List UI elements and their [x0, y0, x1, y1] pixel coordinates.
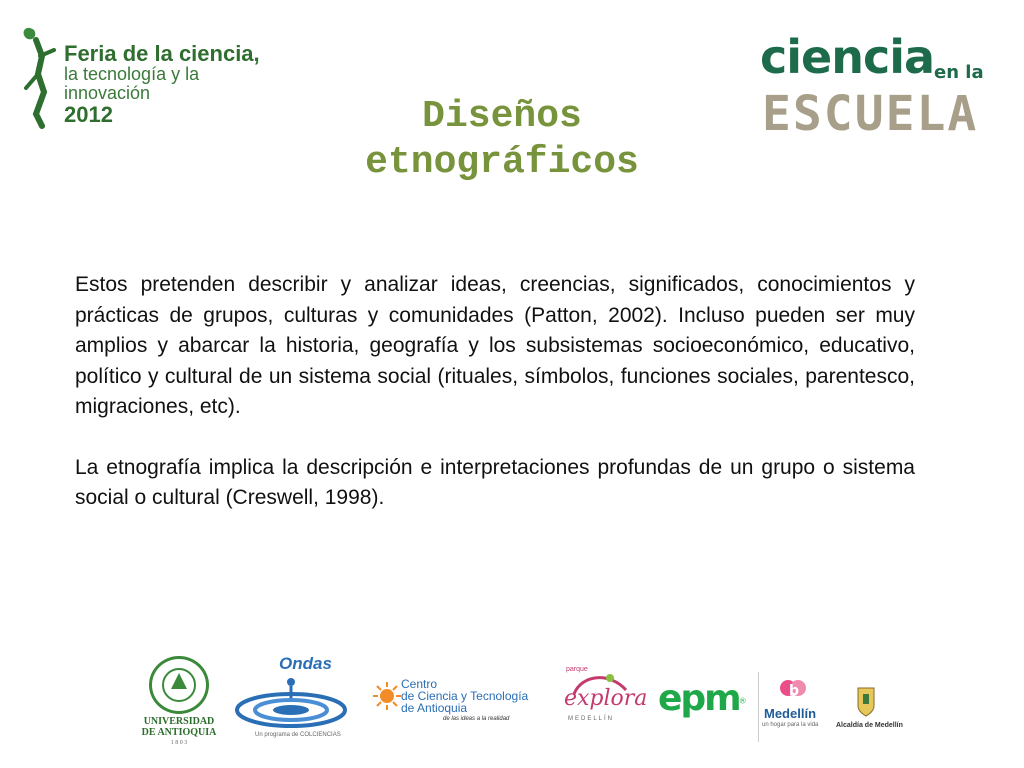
- ciencia-en-la-escuela-logo: [760, 30, 990, 140]
- sun-icon: [373, 682, 401, 710]
- medellin-name: Medellín: [764, 706, 817, 721]
- ciencia-word: ciencia: [760, 30, 935, 84]
- alcaldia-name: Alcaldía de Medellín: [836, 722, 903, 729]
- feria-logo: [16, 22, 286, 132]
- medellin-heart-icon: [778, 676, 808, 706]
- feria-line2: la tecnología y la innovación: [64, 64, 200, 103]
- feria-year: 2012: [64, 101, 113, 127]
- udea-seal-icon: [149, 656, 209, 714]
- medellin-tagline: un hogar para la vida: [762, 722, 819, 728]
- slide-body: [75, 270, 915, 544]
- coat-of-arms-icon: [856, 686, 876, 718]
- medellin-logo: [762, 676, 832, 736]
- centro-ciencia-logo: [373, 678, 543, 728]
- explora-top: parque: [566, 666, 588, 673]
- en-la-word: en la: [934, 62, 984, 83]
- slide-title: [300, 94, 704, 186]
- centro-line2: de Ciencia y Tecnología: [401, 689, 529, 703]
- epm-name: epm: [658, 678, 740, 719]
- centro-line3: de Antioquia: [401, 701, 468, 715]
- udea-line3: 1 8 0 3: [170, 740, 188, 746]
- explora-name: explora: [564, 686, 648, 711]
- centro-line1: Centro: [401, 677, 438, 691]
- udea-logo: [140, 656, 218, 748]
- scientist-figure-icon: [16, 22, 66, 132]
- explora-city: MEDELLÍN: [568, 716, 615, 722]
- udea-line2: DE ANTIOQUIA: [141, 727, 217, 738]
- title-line2: etnográficos: [365, 141, 639, 184]
- footer-logos: [128, 652, 918, 752]
- paragraph-2: La etnografía implica la descripción e interpretaciones profundas de un grupo o sistema social o cultural (Creswell, 1998).: [75, 455, 915, 509]
- svg-text:b: b: [789, 683, 800, 699]
- epm-registered-mark: ®: [739, 696, 746, 706]
- logo-divider: [758, 672, 759, 742]
- paragraph-1: Estos pretenden describir y analizar ideas, creencias, significados, conocimientos y prácticas de grupos, culturas y comunidades (Patton, 2002). Incluso pueden ser muy amplios y abarcar la historia, geografía y los subsistemas socioeconómico, educativo, político y cultural de un sistema social (rituales, símbolos, funciones sociales, parentesco, migraciones, etc).: [75, 273, 915, 418]
- parque-explora-logo: [556, 664, 648, 734]
- ondas-logo: [233, 652, 353, 748]
- feria-line1: Feria de la ciencia,: [64, 41, 260, 66]
- ondas-name: Ondas: [279, 654, 332, 673]
- water-drop-icon: [233, 674, 353, 732]
- epm-logo: [658, 678, 748, 728]
- centro-tagline: de las ideas a la realidad: [443, 716, 510, 722]
- title-line1: Diseños: [422, 95, 582, 138]
- escuela-word: ESCUELA: [762, 86, 979, 142]
- alcaldia-logo: [834, 686, 914, 742]
- ondas-tagline: Un programa de COLCIENCIAS: [255, 732, 341, 738]
- udea-line1: UNIVERSIDAD: [143, 716, 215, 727]
